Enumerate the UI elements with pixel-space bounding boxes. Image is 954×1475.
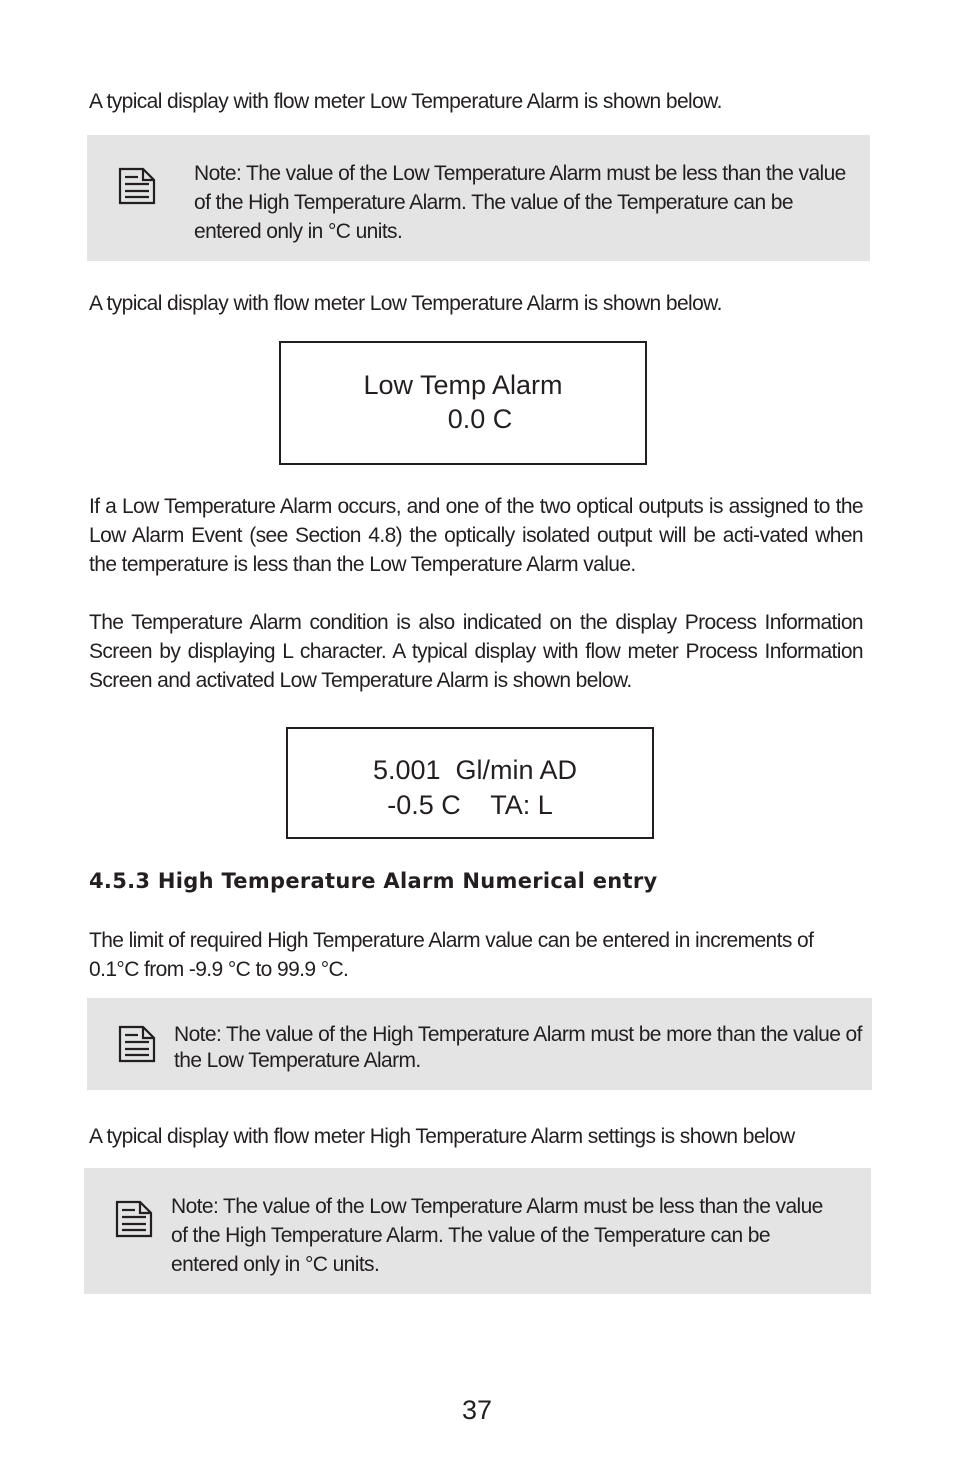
note-box-3 bbox=[84, 1168, 871, 1294]
lcd-line-1: Low Temp Alarm bbox=[363, 370, 563, 400]
page-number: 37 bbox=[461, 1395, 493, 1425]
lcd-line-1: 5.001 Gl/min AD bbox=[372, 755, 578, 785]
note-text-1: Note: The value of the Low Temperature Alarm must be less than the value of the High Temperature Alarm. The value of the Temperature can be entered only in °C units. bbox=[194, 162, 846, 243]
high-alarm-display-paragraph: A typical display with flow meter High Temperature Alarm settings is shown below bbox=[89, 1125, 795, 1148]
note-document-icon bbox=[118, 167, 156, 205]
note-box-1 bbox=[87, 135, 870, 261]
note-document-icon bbox=[115, 1200, 153, 1238]
note-text-3: Note: The value of the Low Temperature Alarm must be less than the value of the High Temperature Alarm. The value of the Temperature can be entered only in °C units. bbox=[171, 1195, 823, 1276]
alarm-occurs-paragraph: If a Low Temperature Alarm occurs, and one of the two optical outputs is assigned to the Low Alarm Event (see Section 4.8) the optically isolated output will be acti-vated when the temperature is less than the Low Temperature Alarm value. bbox=[89, 495, 863, 576]
lcd-line-2: -0.5 C TA: L bbox=[387, 790, 553, 820]
note-document-icon bbox=[118, 1025, 156, 1063]
high-alarm-limit-paragraph: The limit of required High Temperature Alarm value can be entered in increments of 0.1°C from -9.9 °C to 99.9 °C. bbox=[89, 929, 814, 981]
note-box-2 bbox=[87, 998, 872, 1090]
intro-paragraph-1: A typical display with flow meter Low Temperature Alarm is shown below. bbox=[89, 90, 722, 113]
alarm-condition-paragraph: The Temperature Alarm condition is also indicated on the display Process Information Screen by displaying L character. A typical display with flow meter Process Information Screen and activated Low Temperature Alarm is shown below. bbox=[89, 611, 863, 692]
note-text-2: Note: The value of the High Temperature Alarm must be more than the value of the Low Temperature Alarm. bbox=[174, 1023, 862, 1072]
lcd-display-low-temp-alarm bbox=[279, 341, 647, 465]
lcd-display-process-info bbox=[286, 727, 654, 839]
lcd-line-2: 0.0 C bbox=[447, 404, 513, 434]
intro-paragraph-2: A typical display with flow meter Low Temperature Alarm is shown below. bbox=[89, 292, 722, 315]
section-heading: 4.5.3 High Temperature Alarm Numerical entry bbox=[89, 869, 658, 893]
